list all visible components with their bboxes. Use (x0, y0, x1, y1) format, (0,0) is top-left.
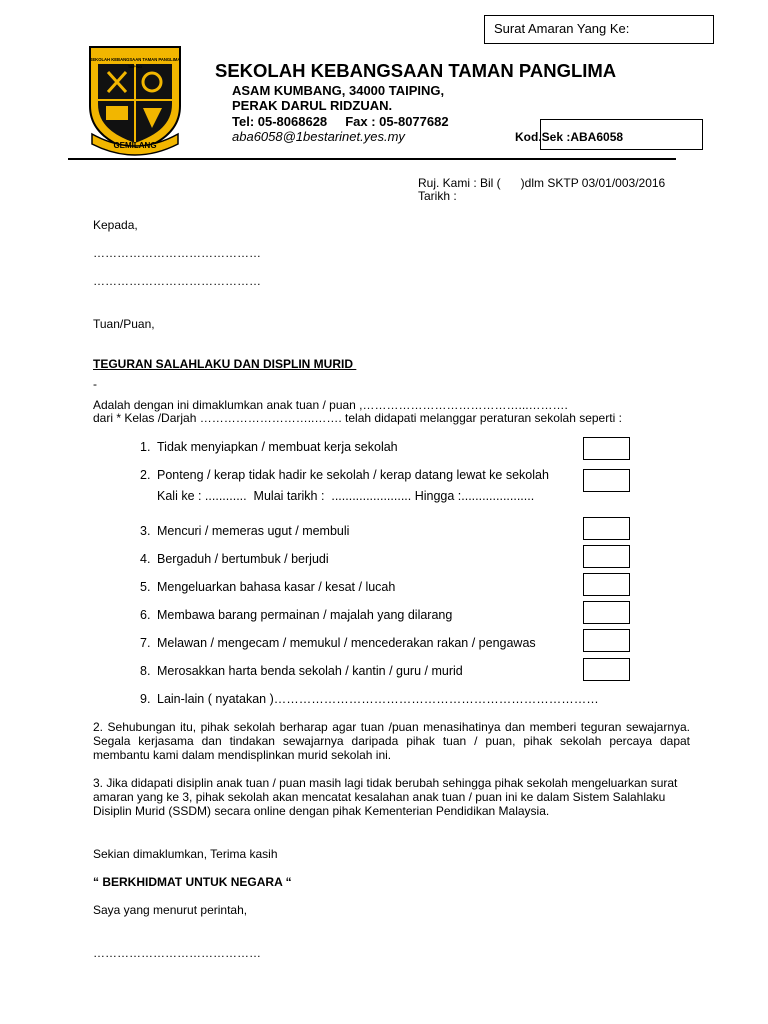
offence-text: Tidak menyiapkan / membuat kerja sekolah (157, 440, 398, 454)
school-name: SEKOLAH KEBANGSAAN TAMAN PANGLIMA (215, 60, 617, 81)
warning-number-box (484, 15, 714, 44)
recipient-line-2: …………………………………… (93, 274, 261, 288)
offence-number: 8. (140, 664, 151, 678)
offence-text: Merosakkan harta benda sekolah / kantin / guru / murid (157, 664, 463, 678)
offence-checkbox-1[interactable] (583, 437, 630, 460)
offence-number: 4. (140, 552, 151, 566)
offence-number: 3. (140, 524, 151, 538)
school-address-line1: ASAM KUMBANG, 34000 TAIPING, (232, 83, 445, 98)
offence-text: Lain-lain ( nyatakan )…………………………………………………………………… (157, 692, 599, 706)
offence-number: 9. (140, 692, 151, 706)
offence-text: Mengeluarkan bahasa kasar / kesat / lucah (157, 580, 396, 594)
school-email: aba6058@1bestarinet.yes.my (232, 129, 405, 144)
logo-top-text: SEKOLAH KEBANGSAAN TAMAN PANGLIMA (89, 57, 181, 62)
closing-motto: “ BERKHIDMAT UNTUK NEGARA “ (93, 875, 292, 889)
offence-checkbox-5[interactable] (583, 573, 630, 596)
school-address-line2: PERAK DARUL RIDZUAN. (232, 98, 393, 113)
offence-number: 6. (140, 608, 151, 622)
reference-date: Tarikh : (418, 189, 457, 203)
offence-number: 5. (140, 580, 151, 594)
logo-banner-text: GEMILANG (113, 141, 157, 150)
header-divider (68, 158, 676, 160)
signature-line: …………………………………… (93, 946, 261, 960)
school-code: Kod.Sek :ABA6058 (515, 130, 624, 144)
offence-checkbox-2[interactable] (583, 469, 630, 492)
letter-subject: TEGURAN SALAHLAKU DAN DISPLIN MURID (93, 357, 357, 371)
offence-text: Bergaduh / bertumbuk / berjudi (157, 552, 329, 566)
offence-text: Mencuri / memeras ugut / membuli (157, 524, 350, 538)
school-phone-fax: Tel: 05-8068628 Fax : 05-8077682 (232, 114, 449, 129)
logo-sub-text: TAIPING (128, 65, 142, 69)
paragraph-3: 3. Jika didapati disiplin anak tuan / puan masih lagi tidak berubah sehingga pihak sekolah mengeluarkan surat amaran yang ke 3, pihak sekolah akan mencatat kesalahan anak tuan / puan ini ke dalam Sistem Salahlaku Disiplin Murid (SSDM) secara online dengan pihak Kementerian Pendidikan Malaysia. (93, 776, 678, 818)
offence-number: 7. (140, 636, 151, 650)
warning-number-label: Surat Amaran Yang Ke: (494, 21, 630, 36)
subject-dash: - (93, 377, 97, 391)
offence-text: Membawa barang permainan / majalah yang dilarang (157, 608, 453, 622)
reference-number: Ruj. Kami : Bil ( )dlm SKTP 03/01/003/2016 (418, 176, 666, 190)
recipient-line-1: …………………………………… (93, 246, 261, 260)
absence-detail: Kali ke : ............ Mulai tarikh : ....................... Hingga :..................... (157, 489, 535, 503)
salutation: Tuan/Puan, (93, 317, 155, 331)
offence-checkbox-6[interactable] (583, 601, 630, 624)
offence-checkbox-4[interactable] (583, 545, 630, 568)
recipient-heading: Kepada, (93, 218, 138, 232)
intro-line-2: dari * Kelas /Darjah ………………………..……. telah didapati melanggar peraturan sekolah seperti : (93, 411, 622, 425)
offence-text: Melawan / mengecam / memukul / mencederakan rakan / pengawas (157, 636, 536, 650)
offence-checkbox-3[interactable] (583, 517, 630, 540)
offence-checkbox-8[interactable] (583, 658, 630, 681)
intro-line-1: Adalah dengan ini dimaklumkan anak tuan / puan ,…………………………………...………. (93, 398, 568, 412)
closing-thanks: Sekian dimaklumkan, Terima kasih (93, 847, 278, 861)
offence-number: 1. (140, 440, 151, 454)
offence-number: 2. (140, 468, 151, 482)
school-crest-logo (86, 44, 184, 158)
paragraph-2: 2. Sehubungan itu, pihak sekolah berharap agar tuan /puan menasihatinya dan memberi teguran sewajarnya. Segala kerjasama dan tindakan sewajarnya daripada pihak tuan / puan, pihak sekolah percaya dapat membantu kami dalam mendisplinkan murid sekolah ini. (93, 720, 690, 762)
closing-sign-off: Saya yang menurut perintah, (93, 903, 248, 917)
offence-text: Ponteng / kerap tidak hadir ke sekolah / kerap datang lewat ke sekolah (157, 468, 549, 482)
offence-checkbox-7[interactable] (583, 629, 630, 652)
